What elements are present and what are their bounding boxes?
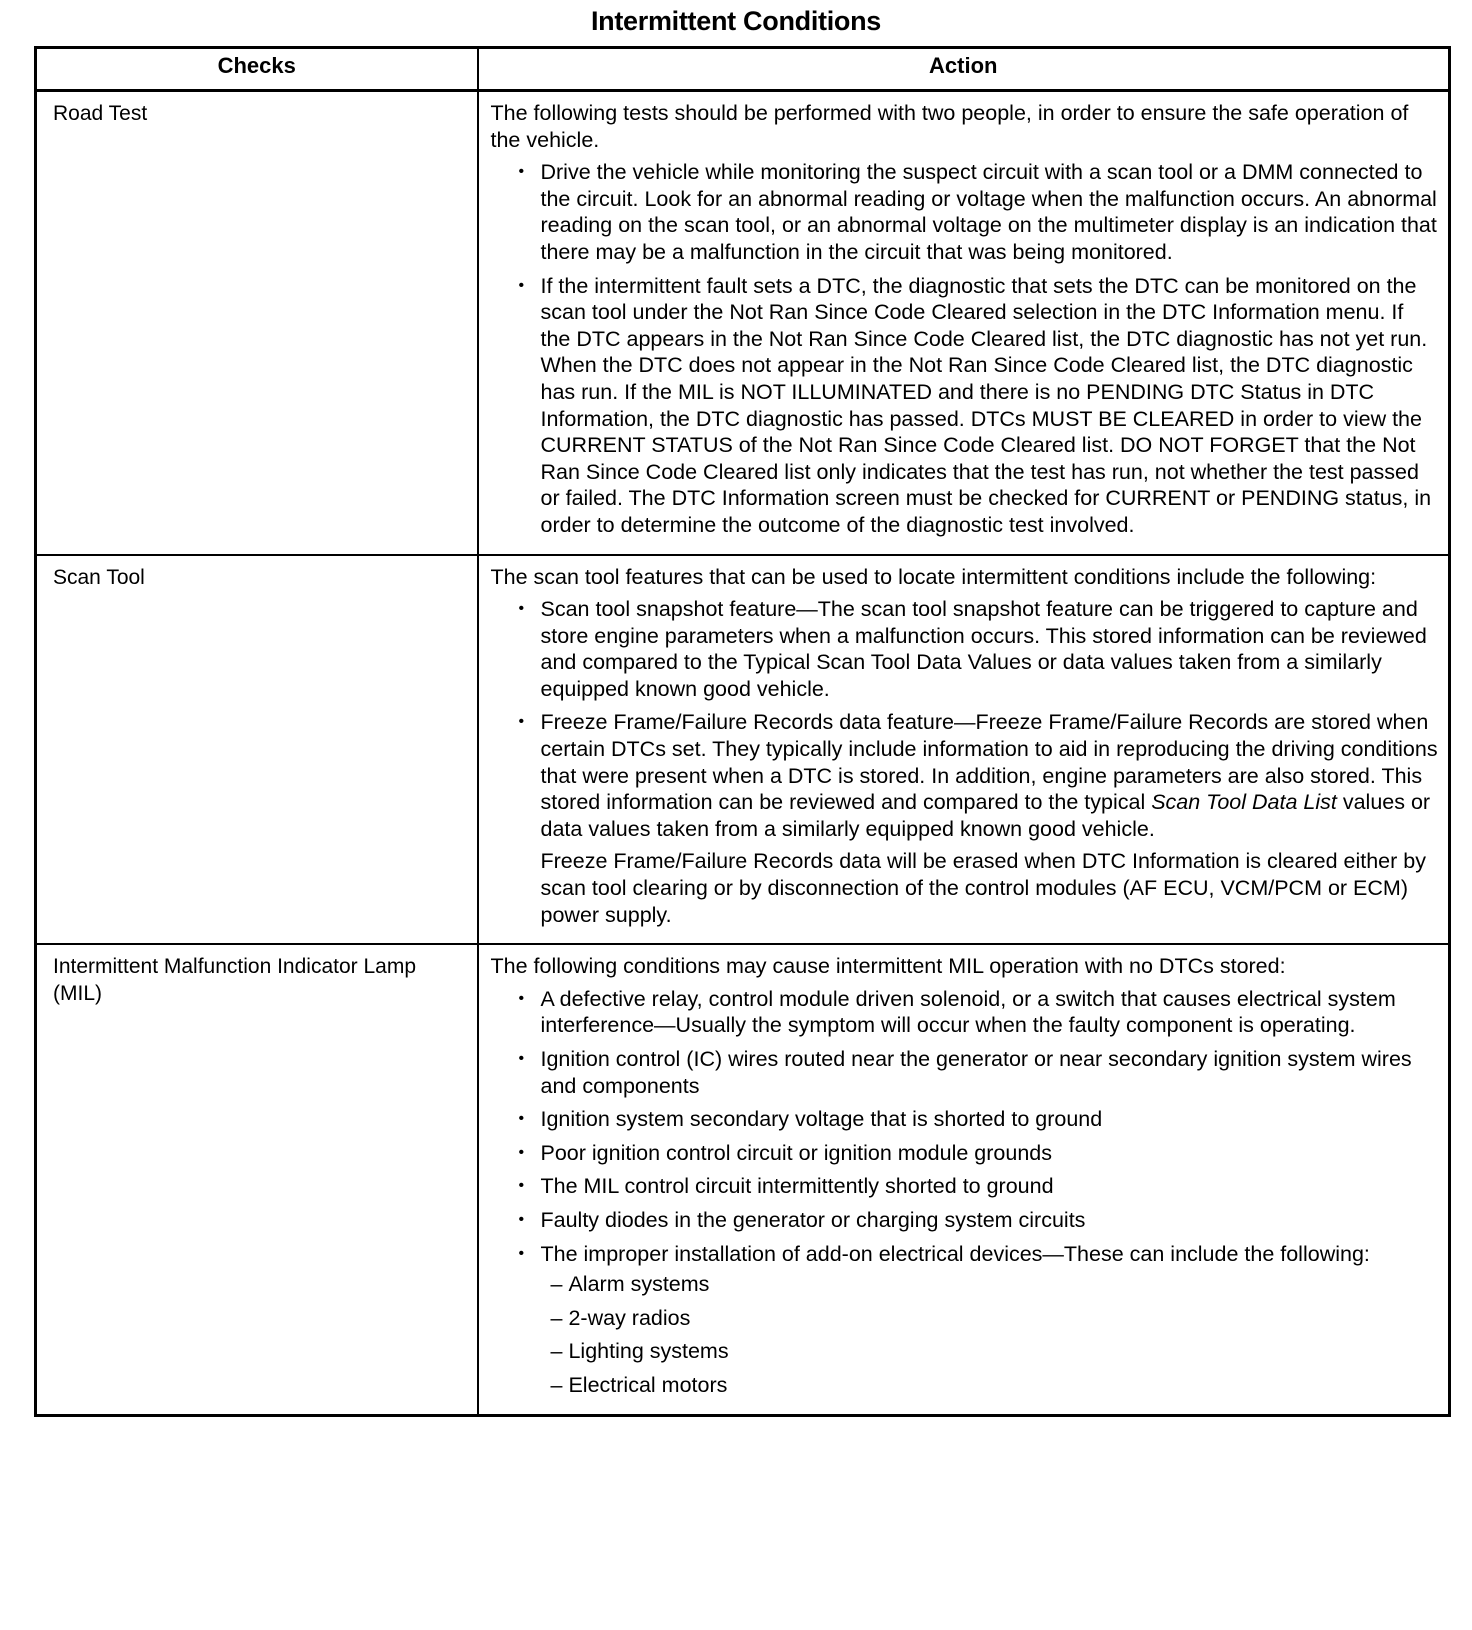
list-item (519, 1207, 1439, 1234)
list-item (519, 596, 1439, 702)
check-cell: Road Test (36, 91, 478, 555)
check-cell: Scan Tool (36, 555, 478, 945)
bullet-icon: • (518, 713, 525, 731)
list-item-text-part: Freeze Frame/Failure Records data feature—Freeze Frame/Failure Records are stored when certain DTCs set. They typically include information to aid in reproducing the driving conditions that were present when a DTC is stored. In addition, engine parameters are also stored. This stored information can be reviewed and compared to the typical (540, 710, 1438, 815)
dash-icon: – (550, 1339, 563, 1364)
list-item (519, 159, 1439, 265)
freeze-frame-note: Freeze Frame/Failure Records data will be erased when DTC Information is cleared either by scan tool clearing or by disconnection of the control modules (AF ECU, VCM/PCM or ECM) power supply. (540, 849, 1426, 927)
list-item-text: The improper installation of add-on electrical devices—These can include the following: (540, 1241, 1370, 1266)
list-item (519, 1046, 1439, 1099)
bullet-icon: • (518, 276, 525, 294)
action-cell (478, 555, 1450, 945)
sub-list-item (551, 1338, 1439, 1365)
list-item-text-part: values or data values taken from a similarly equipped known good vehicle. (540, 790, 1431, 841)
dash-icon: – (550, 1305, 563, 1330)
table-row-scan-tool (36, 555, 1450, 945)
list-item-text: Poor ignition control circuit or ignition module grounds (540, 1140, 1052, 1165)
list-item-text: Ignition control (IC) wires routed near the generator or near secondary ignition system wires and components (540, 1047, 1412, 1098)
list-item-text: Ignition system secondary voltage that is shorted to ground (540, 1107, 1103, 1132)
list-item-text: If the intermittent fault sets a DTC, the diagnostic that sets the DTC can be monitored on the scan tool under the Not Ran Since Code Cleared selection in the DTC Information menu. If the DTC appears in the Not Ran Since Code Cleared list, the DTC diagnostic has not yet run. When the DTC does not appear in the Not Ran Since Code Cleared list, the DTC diagnostic has run. If the MIL is NOT ILLUMINATED and there is no PENDING DTC Status in DTC Information, the DTC diagnostic has passed. DTCs MUST BE CLEARED in order to view the CURRENT STATUS of the Not Ran Since Code Cleared list. DO NOT FORGET that the Not Ran Since Code Cleared list only indicates that the test has run, not whether the test passed or failed. The DTC Information screen must be checked for CURRENT or PENDING status, in order to determine the outcome of the diagnostic test involved. (540, 273, 1432, 537)
list-item-text: Faulty diodes in the generator or charging system circuits (540, 1207, 1086, 1232)
column-header-action: Action (478, 48, 1450, 91)
action-intro: The scan tool features that can be used to locate intermittent conditions include the following: (490, 564, 1377, 589)
action-intro: The following conditions may cause intermittent MIL operation with no DTCs stored: (490, 954, 1286, 979)
bullet-icon: • (518, 163, 525, 181)
sub-list (541, 1271, 1439, 1398)
action-cell (478, 944, 1450, 1415)
list-item-text: Drive the vehicle while monitoring the suspect circuit with a scan tool or a DMM connected to the circuit. Look for an abnormal reading or voltage when the malfunction occurs. An abnormal reading on the scan tool, or an abnormal voltage on the multimeter display is an indication that there may be a malfunction in the circuit that was being monitored. (540, 160, 1437, 264)
list-item-text (541, 710, 1438, 840)
action-cell (478, 91, 1450, 555)
intermittent-conditions-table (34, 46, 1451, 1417)
italic-reference: Scan Tool Data List (1151, 790, 1337, 815)
table-row-intermittent-mil (36, 944, 1450, 1415)
list-item (519, 1173, 1439, 1200)
dash-icon: – (550, 1272, 563, 1297)
document-title: Intermittent Conditions (590, 6, 882, 36)
bullet-icon: • (518, 1050, 525, 1067)
sub-list-item (551, 1271, 1439, 1298)
list-item-text: Scan tool snapshot feature—The scan tool snapshot feature can be triggered to capture and store engine parameters when a malfunction occurs. This stored information can be reviewed and compared to the Typical Scan Tool Data Values or data values taken from a similarly equipped known good vehicle. (540, 597, 1427, 701)
bullet-icon: • (518, 989, 525, 1007)
list-item-text: A defective relay, control module driven solenoid, or a switch that causes electrical system interference—Usually the symptom will occur when the faulty component is operating. (540, 986, 1396, 1038)
check-cell: Intermittent Malfunction Indicator Lamp (MIL) (36, 944, 478, 1415)
bullet-icon: • (518, 600, 525, 618)
bullet-icon: • (518, 1110, 525, 1128)
sub-list-item (551, 1372, 1439, 1399)
table-row-road-test (36, 91, 1450, 555)
column-header-checks: Checks (36, 48, 478, 91)
bullet-list (491, 986, 1439, 1399)
sub-list-item-text: 2-way radios (568, 1305, 691, 1330)
list-item-text: The MIL control circuit intermittently shorted to ground (540, 1174, 1054, 1199)
sub-list-item-text: Lighting systems (568, 1339, 729, 1364)
bullet-icon: • (518, 1210, 525, 1228)
action-intro: The following tests should be performed with two people, in order to ensure the safe operation of the vehicle. (490, 101, 1409, 152)
sub-list-item (551, 1305, 1439, 1332)
bullet-list (491, 596, 1439, 928)
list-item (519, 709, 1439, 928)
bullet-icon: • (518, 1177, 525, 1195)
list-item (519, 1241, 1439, 1399)
table-header-row (36, 48, 1450, 91)
bullet-list (491, 159, 1439, 538)
list-item (519, 1106, 1439, 1133)
list-item (519, 273, 1439, 539)
sub-list-item-text: Alarm systems (568, 1272, 710, 1297)
bullet-icon: • (518, 1244, 525, 1262)
dash-icon: – (550, 1372, 563, 1397)
bullet-icon: • (518, 1143, 525, 1161)
list-item (519, 986, 1439, 1039)
sub-list-item-text: Electrical motors (568, 1372, 728, 1397)
list-item (519, 1140, 1439, 1167)
